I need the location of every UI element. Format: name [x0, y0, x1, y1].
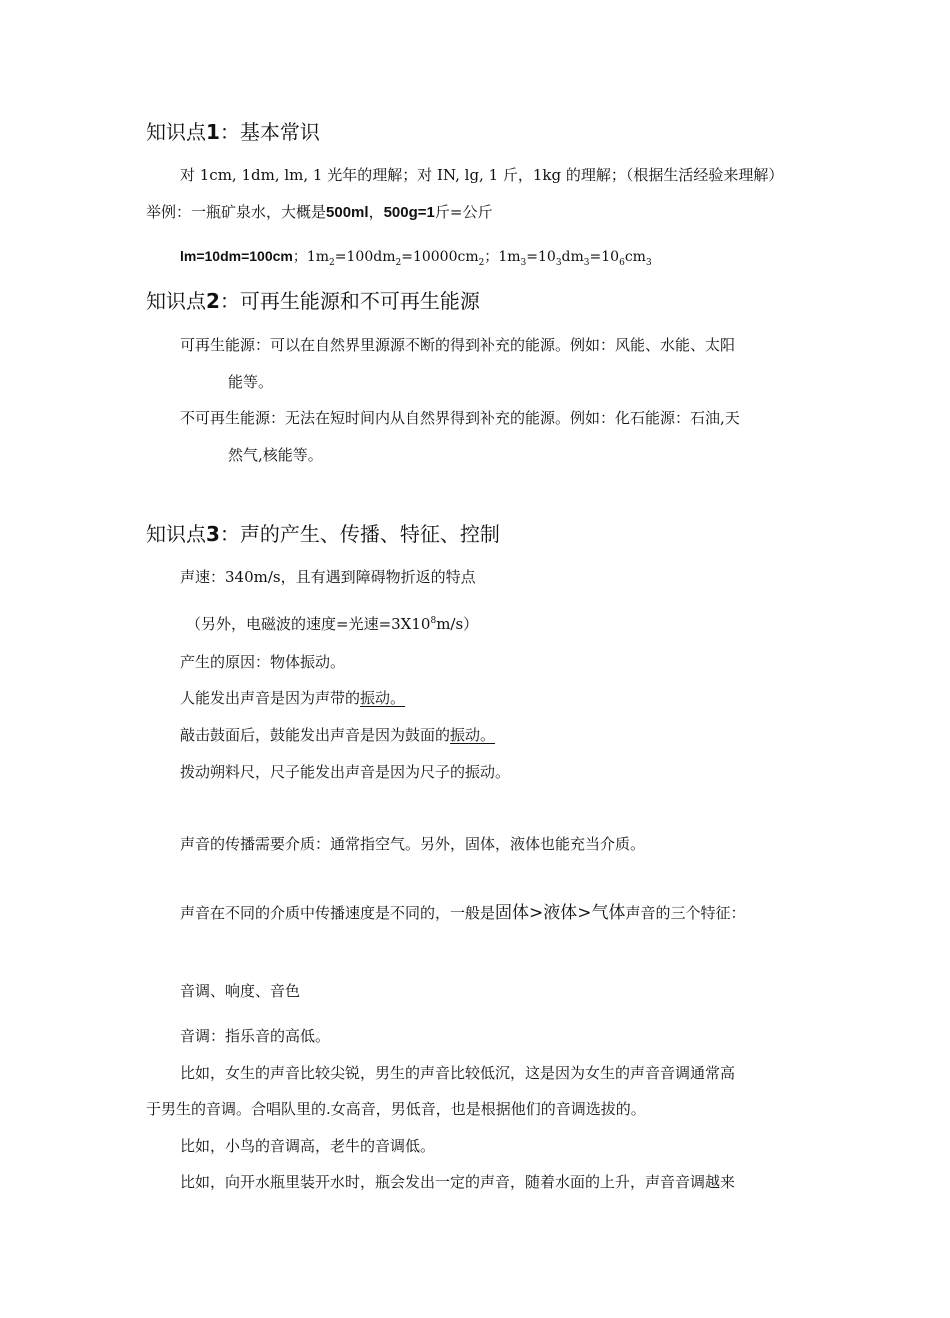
understanding-line: 对 1cm, 1dm, lm, 1 光年的理解；对 IN, lg, 1 斤，1kg 的理解；（根据生活经验来理解） [180, 166, 784, 184]
speed-diff-features: 声音的三个特征： [625, 904, 746, 922]
human-voice-line [180, 688, 415, 708]
unit-text: =10 [526, 249, 556, 265]
unit-text: =10 [589, 249, 620, 265]
renewable-line-1: 可再生能源：可以在自然界里源源不断的得到补充的能源。例如：风能、水能、太阳 [180, 336, 736, 354]
em-unit: m/s） [436, 615, 479, 633]
heading-prefix: 知识点 [146, 289, 206, 313]
heading-prefix: 知识点 [146, 522, 206, 546]
unit-exp: 3 [645, 257, 652, 268]
pitch-definition-line: 音调：指乐音的高低。 [180, 1027, 331, 1045]
example-kg: =公斤 [449, 203, 493, 221]
unit-exp: 2 [478, 257, 485, 268]
medium-line: 声音的传播需要介质：通常指空气。另外，固体，液体也能充当介质。 [180, 835, 646, 853]
em-wave-speed-line [186, 611, 478, 634]
drum-text: 敲击鼓面后，鼓能发出声音是因为鼓面的 [180, 726, 451, 744]
example-mass: 500g=1 [383, 204, 435, 221]
example-text: 举例：一瓶矿泉水，大概是 [146, 203, 327, 221]
heading-number: 2 [206, 289, 220, 313]
unit-text: ；1m [292, 249, 330, 265]
heading-knowledge-point-2 [146, 288, 480, 314]
unit-exp: 3 [520, 257, 527, 268]
speed-difference-line [180, 903, 746, 923]
example-comma: ， [368, 203, 384, 221]
unit-exp: 2 [329, 257, 335, 268]
unit-length: lm=10dm=100cm [180, 248, 293, 264]
drum-line [180, 725, 495, 745]
nonrenewable-line-2: 然气,核能等。 [228, 446, 323, 464]
sound-speed-line: 声速：340m/s，且有遇到障碍物折返的特点 [180, 568, 476, 586]
human-voice-text: 人能发出声音是因为声带的 [180, 689, 361, 707]
unit-text: cm [624, 249, 646, 265]
example-jin: 斤 [434, 203, 450, 221]
unit-exp: 6 [619, 257, 625, 268]
heading-text: ：基本常识 [219, 120, 320, 144]
features-line: 音调、响度、音色 [180, 982, 301, 1000]
heading-number: 3 [206, 522, 220, 546]
unit-conversion-line [180, 246, 652, 273]
renewable-line-2: 能等。 [228, 373, 274, 391]
drum-underlined: 振动。 [450, 726, 496, 744]
example-water-bottle [146, 202, 492, 223]
em-exponent: 8 [430, 616, 437, 626]
example1-line-2: 于男生的音调。合唱队里的.女高音，男低音，也是根据他们的音调选拔的。 [146, 1100, 646, 1118]
unit-text: dm [561, 249, 584, 265]
heading-number: 1 [206, 120, 220, 144]
unit-exp: 3 [583, 257, 590, 268]
nonrenewable-line-1: 不可再生能源：无法在短时间内从自然界得到补充的能源。例如：化石能源：石油,天 [180, 409, 740, 427]
example2-line: 比如，小鸟的音调高，老牛的音调低。 [180, 1137, 436, 1155]
unit-text: ；1m [484, 249, 521, 265]
heading-knowledge-point-1 [146, 119, 320, 145]
unit-text: =10000cm [401, 249, 479, 265]
heading-text: ：可再生能源和不可再生能源 [219, 289, 480, 313]
heading-prefix: 知识点 [146, 120, 206, 144]
example-volume: 500ml [326, 204, 369, 221]
cause-line: 产生的原因：物体振动。 [180, 653, 346, 671]
example1-line-1: 比如，女生的声音比较尖锐，男生的声音比较低沉，这是因为女生的声音音调通常高 [180, 1064, 736, 1082]
em-text: （另外，电磁波的速度=光速=3X10 [186, 615, 431, 633]
heading-text: ：声的产生、传播、特征、控制 [219, 522, 500, 546]
unit-text: =100dm [334, 249, 396, 265]
unit-exp: 3 [555, 257, 562, 268]
ruler-line: 拨动朔料尺，尺子能发出声音是因为尺子的振动。 [180, 763, 511, 781]
speed-diff-order: 固体>液体>气体 [495, 903, 626, 923]
unit-exp: 2 [395, 257, 402, 268]
example3-line: 比如，向开水瓶里装开水时，瓶会发出一定的声音，随着水面的上升，声音音调越来 [180, 1173, 736, 1191]
heading-knowledge-point-3 [146, 521, 500, 547]
human-voice-underlined: 振动。 [360, 689, 406, 707]
speed-diff-text: 声音在不同的介质中传播速度是不同的，一般是 [180, 904, 496, 922]
